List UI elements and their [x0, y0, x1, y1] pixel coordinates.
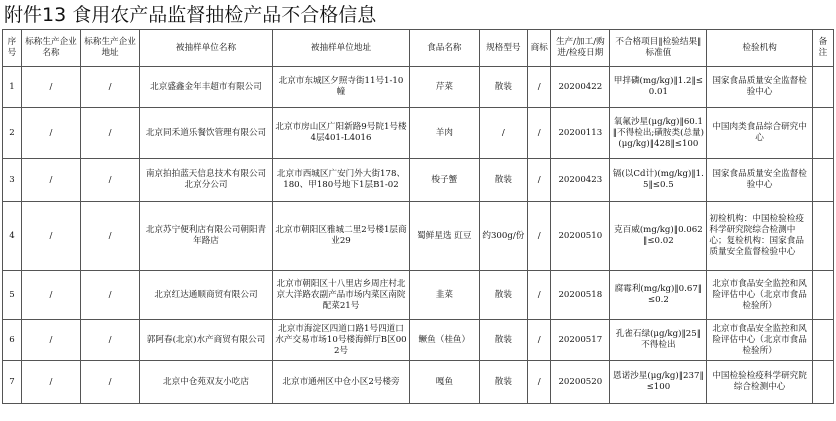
cell-food-name: 梭子蟹	[410, 159, 480, 202]
cell-lab: 国家食品质量安全监督检验中心	[707, 159, 812, 202]
cell-brand: /	[528, 361, 551, 404]
cell-brand: /	[528, 271, 551, 320]
cell-brand: /	[528, 202, 551, 271]
cell-sampled-unit-address: 北京市朝阳区十八里店乡周庄村北京大洋路农副产品市场内菜区南院配菜21号	[272, 271, 409, 320]
cell-food-name: 蜀鲜星选 豇豆	[410, 202, 480, 271]
cell-failed-item: 腐霉利(mg/kg)‖0.67‖≤0.2	[610, 271, 707, 320]
header-note: 备注	[812, 30, 833, 67]
cell-note	[812, 108, 833, 159]
cell-spec: 散装	[479, 159, 528, 202]
cell-manufacturer-address: /	[81, 108, 140, 159]
table-row	[3, 108, 834, 159]
cell-brand: /	[528, 67, 551, 108]
cell-manufacturer-address: /	[81, 67, 140, 108]
cell-manufacturer-address: /	[81, 202, 140, 271]
cell-manufacturer-address: /	[81, 361, 140, 404]
cell-failed-item: 克百威(mg/kg)‖0.062‖≤0.02	[610, 202, 707, 271]
cell-failed-item: 氧氟沙星(μg/kg)‖60.1‖不得检出;磺胺类(总量)(μg/kg)‖428‖≤100	[610, 108, 707, 159]
header-failed-item: 不合格项目‖检验结果‖标准值	[610, 30, 707, 67]
cell-index: 1	[3, 67, 22, 108]
cell-index: 3	[3, 159, 22, 202]
cell-food-name: 芹菜	[410, 67, 480, 108]
cell-lab: 北京市食品安全监控和风险评估中心（北京市食品检验所）	[707, 320, 812, 361]
cell-lab: 中国检验检疫科学研究院综合检测中心	[707, 361, 812, 404]
nonconforming-products-table	[2, 29, 834, 404]
cell-lab: 北京市食品安全监控和风险评估中心（北京市食品检验所）	[707, 271, 812, 320]
header-sampled-unit: 被抽样单位名称	[140, 30, 273, 67]
cell-sampled-unit-address: 北京市海淀区四道口路1号四道口水产交易市场10号楼海鲜厅B区002号	[272, 320, 409, 361]
cell-sampled-unit-address: 北京市朝阳区雅城二里2号楼1层商业29	[272, 202, 409, 271]
cell-food-name: 嘎鱼	[410, 361, 480, 404]
cell-note	[812, 320, 833, 361]
cell-failed-item: 孔雀石绿(μg/kg)‖25‖不得检出	[610, 320, 707, 361]
header-date: 生产/加工/购进/检疫日期	[551, 30, 610, 67]
cell-index: 4	[3, 202, 22, 271]
cell-date: 20200510	[551, 202, 610, 271]
cell-sampled-unit-address: 北京市西城区广安门外大街178、180、甲180号地下1层B1-02	[272, 159, 409, 202]
cell-index: 5	[3, 271, 22, 320]
cell-sampled-unit-address: 北京市房山区广阳新路9号院1号楼4层401-L4016	[272, 108, 409, 159]
cell-spec: 散装	[479, 361, 528, 404]
cell-manufacturer: /	[21, 320, 80, 361]
cell-food-name: 韭菜	[410, 271, 480, 320]
cell-date: 20200520	[551, 361, 610, 404]
cell-sampled-unit: 北京盛鑫金年丰超市有限公司	[140, 67, 273, 108]
cell-manufacturer-address: /	[81, 320, 140, 361]
cell-brand: /	[528, 159, 551, 202]
header-index: 序号	[3, 30, 22, 67]
cell-note	[812, 361, 833, 404]
cell-spec: 散装	[479, 271, 528, 320]
cell-manufacturer: /	[21, 271, 80, 320]
cell-note	[812, 271, 833, 320]
cell-lab: 中国肉类食品综合研究中心	[707, 108, 812, 159]
cell-index: 6	[3, 320, 22, 361]
cell-brand: /	[528, 108, 551, 159]
cell-manufacturer-address: /	[81, 159, 140, 202]
cell-spec: 约300g/份	[479, 202, 528, 271]
cell-manufacturer-address: /	[81, 271, 140, 320]
table-header-row	[3, 30, 834, 67]
table-row	[3, 159, 834, 202]
cell-manufacturer: /	[21, 361, 80, 404]
table-row	[3, 202, 834, 271]
cell-date: 20200518	[551, 271, 610, 320]
header-manufacturer: 标称生产企业名称	[21, 30, 80, 67]
cell-sampled-unit-address: 北京市东城区夕照寺街11号1-10幢	[272, 67, 409, 108]
cell-manufacturer: /	[21, 67, 80, 108]
cell-brand: /	[528, 320, 551, 361]
header-lab: 检验机构	[707, 30, 812, 67]
cell-lab: 初检机构：中国检验检疫科学研究院综合检测中心；复检机构：国家食品质量安全监督检验中心	[707, 202, 812, 271]
table-row	[3, 271, 834, 320]
cell-spec: 散装	[479, 320, 528, 361]
cell-sampled-unit: 南京拍拍蓝天信息技术有限公司北京分公司	[140, 159, 273, 202]
table-row	[3, 320, 834, 361]
cell-sampled-unit: 北京同禾道乐餐饮管理有限公司	[140, 108, 273, 159]
cell-failed-item: 镉(以Cd计)(mg/kg)‖1.5‖≤0.5	[610, 159, 707, 202]
cell-food-name: 鳜鱼（桂鱼）	[410, 320, 480, 361]
cell-index: 2	[3, 108, 22, 159]
page-title: 附件13 食用农产品监督抽检产品不合格信息	[4, 4, 377, 26]
table-row	[3, 67, 834, 108]
header-food-name: 食品名称	[410, 30, 480, 67]
cell-lab: 国家食品质量安全监督检验中心	[707, 67, 812, 108]
cell-date: 20200113	[551, 108, 610, 159]
cell-sampled-unit: 北京苏宁便利店有限公司朝阳青年路店	[140, 202, 273, 271]
header-manufacturer-address: 标称生产企业地址	[81, 30, 140, 67]
cell-date: 20200517	[551, 320, 610, 361]
cell-spec: 散装	[479, 67, 528, 108]
cell-spec: /	[479, 108, 528, 159]
cell-date: 20200423	[551, 159, 610, 202]
cell-manufacturer: /	[21, 108, 80, 159]
header-spec: 规格型号	[479, 30, 528, 67]
cell-index: 7	[3, 361, 22, 404]
header-sampled-unit-address: 被抽样单位地址	[272, 30, 409, 67]
cell-sampled-unit: 北京中仓苑双友小吃店	[140, 361, 273, 404]
cell-failed-item: 恩诺沙星(μg/kg)‖237‖≤100	[610, 361, 707, 404]
cell-note	[812, 159, 833, 202]
cell-food-name: 羊肉	[410, 108, 480, 159]
cell-manufacturer: /	[21, 202, 80, 271]
cell-sampled-unit: 郭阿春(北京)水产商贸有限公司	[140, 320, 273, 361]
cell-date: 20200422	[551, 67, 610, 108]
cell-failed-item: 甲拌磷(mg/kg)‖1.2‖≤0.01	[610, 67, 707, 108]
table-row	[3, 361, 834, 404]
cell-note	[812, 67, 833, 108]
cell-sampled-unit-address: 北京市通州区中仓小区2号楼旁	[272, 361, 409, 404]
cell-note	[812, 202, 833, 271]
cell-sampled-unit: 北京红达通顺商贸有限公司	[140, 271, 273, 320]
header-brand: 商标	[528, 30, 551, 67]
cell-manufacturer: /	[21, 159, 80, 202]
